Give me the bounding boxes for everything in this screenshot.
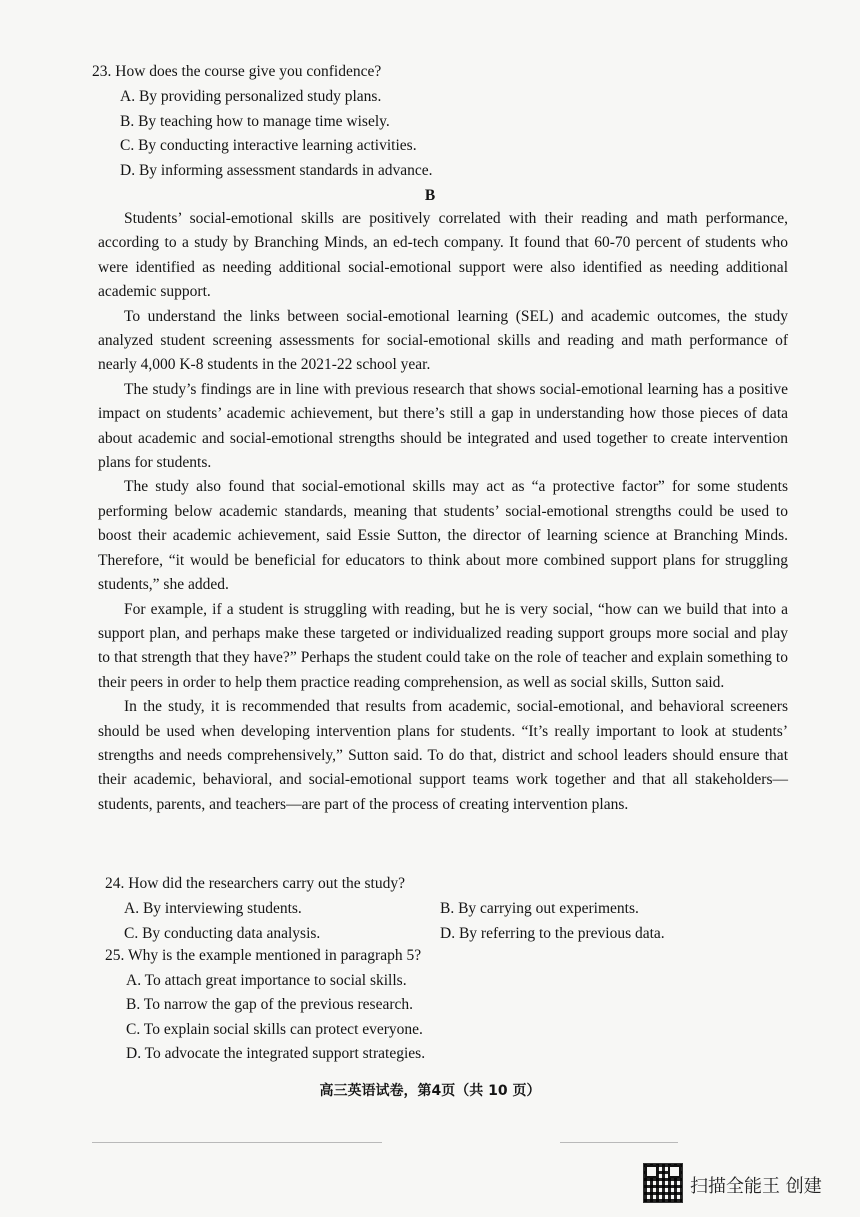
page-footer: 高三英语试卷，第4页（共 10 页） — [319, 1083, 541, 1099]
divider-line — [560, 1142, 678, 1143]
passage-paragraph-6: In the study, it is recommended that results from academic, social-emotional, and behavioral screeners should be used when developing intervention plans for students. “It’s really important to look at students’ strengths and needs comprehensively,” Sutton said. To do that, district and school leaders should ensure that their academic, behavioral, and social-emotional support teams work together and that all stakeholders—students, parents, and teachers—are part of the process of creating intervention plans. — [98, 698, 788, 813]
question-24-option-a: A. By interviewing students. — [124, 900, 302, 917]
divider-line — [92, 1142, 382, 1143]
question-24-option-c: C. By conducting data analysis. — [124, 925, 321, 942]
reading-passage — [98, 207, 788, 817]
question-23-option-b: B. By teaching how to manage time wisely. — [120, 113, 390, 130]
question-23-option-d: D. By informing assessment standards in advance. — [120, 162, 433, 179]
question-25-option-c: C. To explain social skills can protect everyone. — [126, 1021, 423, 1038]
question-23-option-c: C. By conducting interactive learning activities. — [120, 137, 417, 154]
question-24-option-d: D. By referring to the previous data. — [440, 925, 665, 942]
question-23-option-a: A. By providing personalized study plans. — [120, 88, 382, 105]
passage-paragraph-2: To understand the links between social-emotional learning (SEL) and academic outcomes, the study analyzed student screening assessments for social-emotional skills and reading and math performance of nearly 4,000 K-8 students in the 2021-22 school year. — [98, 307, 788, 374]
section-heading: B — [424, 187, 436, 204]
passage-paragraph-1: Students’ social-emotional skills are positively correlated with their reading and math performance, according to a study by Branching Minds, an ed-tech company. It found that 60-70 percent of students who were identified as needing additional social-emotional support were also identified as needing additional academic support. — [98, 210, 788, 301]
passage-paragraph-3: The study’s findings are in line with previous research that shows social-emotional learning has a positive impact on students’ academic achievement, but there’s still a gap in understanding how those pieces of data about academic and social-emotional strengths should be integrated and used together to create intervention plans for students. — [98, 380, 788, 472]
passage-paragraph-5: For example, if a student is struggling with reading, but he is very social, “how can we build that into a support plan, and perhaps make these targeted or individualized reading support groups more social and play to that strength that they have?” Perhaps the student could take on the role of teacher and explain something to their peers in order to help them practice reading comprehension, as well as social skills, Sutton said. — [98, 600, 788, 691]
question-25-stem: 25. Why is the example mentioned in paragraph 5? — [105, 947, 422, 964]
watermark-text: 扫描全能王 创建 — [690, 1176, 822, 1197]
passage-paragraph-4: The study also found that social-emotional skills may act as “a protective factor” for some students performing below academic standards, meaning that students’ social-emotional strengths could be used to boost their academic achievement, said Essie Sutton, the director of learning science at Branching Minds. Therefore, “it would be beneficial for educators to think about more combined support plans for struggling students,” she added. — [98, 478, 788, 594]
question-24-option-b: B. By carrying out experiments. — [440, 900, 639, 917]
question-25-option-a: A. To attach great importance to social skills. — [126, 972, 407, 989]
question-25-option-b: B. To narrow the gap of the previous research. — [126, 996, 414, 1013]
question-23-stem: 23. How does the course give you confidence? — [92, 63, 382, 80]
question-25-option-d: D. To advocate the integrated support strategies. — [126, 1045, 426, 1062]
question-24-stem: 24. How did the researchers carry out the study? — [105, 875, 405, 892]
qr-code-icon — [644, 1164, 682, 1202]
